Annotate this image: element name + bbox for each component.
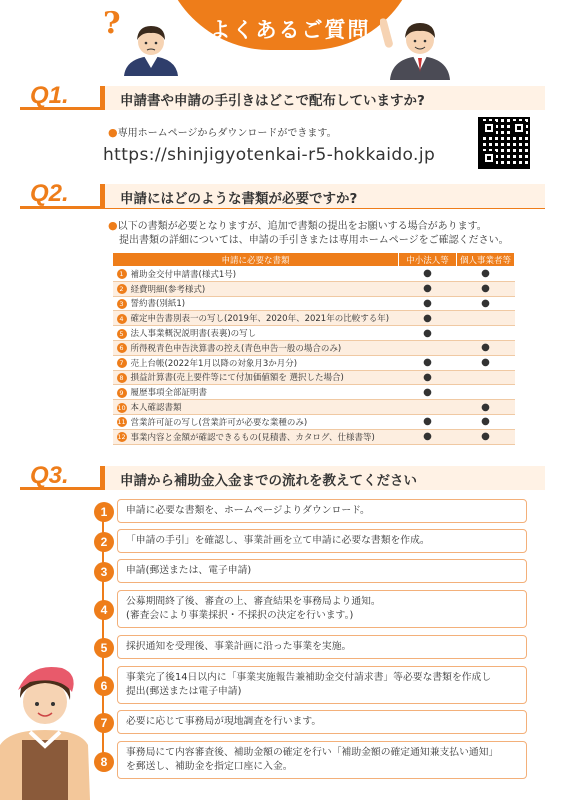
table-row [113,311,515,326]
step-box [117,499,527,523]
table-row [113,414,515,429]
indiv-mark [457,385,515,400]
step-box [117,741,527,779]
pointing-man-illustration [380,10,460,80]
step-text: 必要に応じて事務局が現地調査を行います。 [126,716,322,727]
indiv-mark: ● [457,429,515,444]
website-url[interactable]: https://shinjigyotenkai-r5-hokkaido.jp [103,145,436,165]
table-row [113,355,515,370]
corp-mark: ● [399,355,457,370]
corp-mark [399,400,457,415]
step-box [117,666,527,704]
step-number: 5 [94,638,114,658]
document-name: 営業許可証の写し(営業許可が必要な業種のみ) [130,417,308,428]
step-number: 2 [94,532,114,552]
document-name: 確定申告書別表一の写し(2019年、2020年、2021年の比較する年) [130,314,390,325]
step-text: 事業完了後14日以内に「事業実施報告兼補助金交付請求書」等必要な書類を作成し [126,672,492,683]
corp-mark: ● [399,429,457,444]
document-name: 誓約書(別紙1) [130,299,186,310]
row-number: 5 [117,329,127,339]
step-number: 1 [94,502,114,522]
corp-mark: ● [399,370,457,385]
woman-illustration [0,650,90,800]
step-text: 事務局にて内容審査後、補助金額の確定を行い「補助金額の確定通知兼支払い通知」 [126,747,499,758]
question-mark-icon: ? [103,6,121,41]
table-header-corp: 中小法人等 [399,253,457,267]
table-header-document: 申請に必要な書類 [113,253,399,267]
document-name: 法人事業概況説明書(表裏)の写し [130,329,257,340]
required-documents-table [112,252,515,445]
indiv-mark [457,311,515,326]
q2-note-line1: 以下の書類が必要となりますが、追加で書類の提出をお願いする場合があります。 [117,221,487,232]
row-number: 8 [117,373,127,383]
q1-question: 申請書や申請の手引きはどこで配布していますか? [120,93,425,109]
step-text: を郵送し、補助金を指定口座に入金。 [126,761,293,772]
table-row [113,296,515,311]
step-number: 7 [94,713,114,733]
document-name: 経費明細(参考様式) [130,284,206,295]
row-number: 6 [117,343,127,353]
table-row [113,400,515,415]
q2-label: Q2. [30,180,69,207]
row-number: 11 [117,418,126,427]
indiv-mark: ● [457,296,515,311]
row-number: 4 [117,314,127,324]
indiv-mark [457,370,515,385]
step-text: 「申請の手引」を確認し、事業計画を立て申請に必要な書類を作成。 [126,535,430,546]
row-number: 2 [117,284,127,294]
q3-question: 申請から補助金入金までの流れを教えてください [120,473,417,489]
step-text: 採択通知を受理後、事業計画に沿った事業を実施。 [126,641,352,652]
row-number: 9 [117,388,127,398]
corp-mark: ● [399,385,457,400]
bullet-icon: ● [108,126,118,139]
indiv-mark: ● [457,400,515,415]
step-text: 申請(郵送または、電子申請) [126,565,252,576]
corp-mark: ● [399,267,457,282]
corp-mark: ● [399,311,457,326]
corp-mark: ● [399,296,457,311]
corp-mark [399,340,457,355]
q1-label: Q1. [30,82,69,109]
step-box [117,559,527,583]
page-title: よくあるご質問 [209,18,371,42]
row-number: 10 [117,403,126,412]
corp-mark: ● [399,281,457,296]
corp-mark: ● [399,414,457,429]
row-number: 3 [117,299,127,309]
q2-question: 申請にはどのような書類が必要ですか? [120,191,358,207]
step-box [117,635,527,659]
table-row [113,281,515,296]
table-row [113,385,515,400]
indiv-mark: ● [457,414,515,429]
bullet-icon: ● [108,219,118,232]
row-number: 12 [117,433,126,442]
table-row [113,370,515,385]
confused-man-illustration [120,18,182,76]
document-name: 売上台帳(2022年1月以降の対象月3か月分) [130,358,298,369]
step-box [117,710,527,734]
corp-mark: ● [399,326,457,341]
step-number: 6 [94,676,114,696]
q2-note-line2: 提出書類の詳細については、申請の手引きまたは専用ホームページをご確認ください。 [119,235,509,246]
table-header-indiv: 個人事業者等 [457,253,515,267]
q2-note [108,219,509,248]
q3-label: Q3. [30,462,69,489]
q1-note-text: 専用ホームページからダウンロードができます。 [117,128,337,139]
document-name: 本人確認書類 [130,403,182,414]
step-text: 申請に必要な書類を、ホームページよりダウンロード。 [126,505,370,516]
indiv-mark: ● [457,355,515,370]
document-name: 補助金交付申請書(様式1号) [130,269,237,280]
step-text: (審査会により事業採択・不採択の決定を行います。) [126,610,354,621]
step-number: 3 [94,562,114,582]
document-name: 所得税青色申告決算書の控え(青色申告一般の場合のみ) [130,343,342,354]
q1-note [108,124,337,139]
indiv-mark: ● [457,267,515,282]
document-name: 事業内容と金額が確認できるもの(見積書、カタログ、仕様書等) [130,432,375,443]
row-number: 7 [117,358,127,368]
qr-code-icon [478,117,530,169]
step-number: 4 [94,600,114,620]
table-row [113,267,515,282]
indiv-mark: ● [457,281,515,296]
indiv-mark [457,326,515,341]
table-row [113,340,515,355]
table-row [113,429,515,444]
step-number: 8 [94,752,114,772]
document-name: 履歴事項全部証明書 [130,388,208,399]
document-name: 損益計算書(売上要件等にて付加価値額を 選択した場合) [130,373,344,384]
table-row [113,326,515,341]
row-number: 1 [117,269,127,279]
step-text: 提出(郵送または電子申請) [126,686,242,697]
indiv-mark: ● [457,340,515,355]
step-box [117,590,527,628]
step-text: 公募期間終了後、審査の上、審査結果を事務局より通知。 [126,596,381,607]
step-box [117,529,527,553]
